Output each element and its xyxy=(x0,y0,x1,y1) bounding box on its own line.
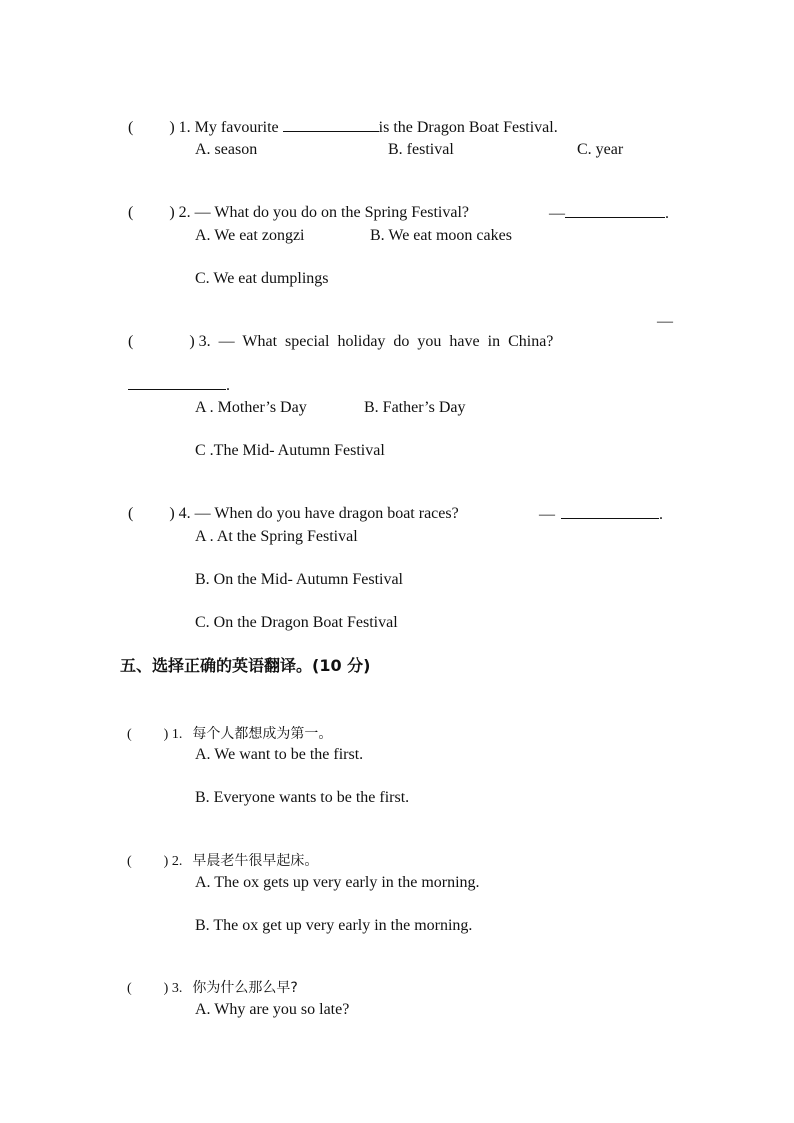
section-heading: 五、选择正确的英语翻译。(10 分) xyxy=(120,656,371,675)
option-a: A . Mother’s Day xyxy=(195,399,307,416)
option-c: C. year xyxy=(577,141,624,158)
dash: — xyxy=(657,313,673,330)
period: . xyxy=(665,205,669,222)
question-5-1 xyxy=(120,704,332,745)
question-number: ) 2. xyxy=(163,854,183,869)
period: . xyxy=(659,506,663,523)
chinese-prompt: 早晨老牛很早起床。 xyxy=(192,853,319,869)
paren-open: ( xyxy=(128,505,134,522)
option-a: A . At the Spring Festival xyxy=(195,528,358,545)
question-text: ) 2. — What do you do on the Spring Festival? xyxy=(169,204,469,221)
question-text-after: is the Dragon Boat Festival. xyxy=(378,119,558,136)
answer-line xyxy=(120,355,230,396)
question-4-2 xyxy=(120,183,469,223)
question-text: ) 4. — When do you have dragon boat races? xyxy=(169,505,459,522)
question-5-3 xyxy=(120,958,298,999)
option-b: B. We eat moon cakes xyxy=(370,227,512,244)
paren-open: ( xyxy=(128,333,134,350)
option-b: B. The ox get up very early in the morning. xyxy=(195,917,473,934)
paren-open: ( xyxy=(127,981,132,996)
option-b: B. festival xyxy=(388,141,454,158)
option-b: B. Father’s Day xyxy=(364,399,466,416)
fill-blank[interactable] xyxy=(128,375,226,390)
question-text: ) 1. My favourite xyxy=(169,119,283,136)
fill-blank[interactable] xyxy=(561,504,659,519)
fill-blank[interactable] xyxy=(565,203,665,218)
question-4-1 xyxy=(120,97,558,138)
answer-line xyxy=(531,484,663,525)
question-4-4 xyxy=(120,484,459,524)
question-text: ) 3. — What special holiday do you have in China? xyxy=(189,333,554,350)
answer-line xyxy=(541,183,669,224)
paren-open: ( xyxy=(127,854,132,869)
dash: — xyxy=(549,205,565,222)
question-number: ) 3. xyxy=(163,981,183,996)
fill-blank[interactable] xyxy=(283,117,379,132)
question-5-2 xyxy=(120,831,318,872)
option-c: C. On the Dragon Boat Festival xyxy=(195,614,398,631)
option-a: A. We eat zongzi xyxy=(195,227,305,244)
paren-open: ( xyxy=(127,727,132,742)
option-b: B. Everyone wants to be the first. xyxy=(195,789,410,806)
option-a: A. season xyxy=(195,141,258,158)
question-4-3 xyxy=(120,312,553,352)
chinese-prompt: 你为什么那么早? xyxy=(192,980,298,996)
period: . xyxy=(226,377,230,394)
dash: — xyxy=(539,506,555,523)
option-c: C .The Mid- Autumn Festival xyxy=(195,442,385,459)
option-a: A. We want to be the first. xyxy=(195,746,364,763)
option-a: A. Why are you so late? xyxy=(195,1001,350,1018)
option-a: A. The ox gets up very early in the morning. xyxy=(195,874,480,891)
chinese-prompt: 每个人都想成为第一。 xyxy=(192,726,333,742)
option-c: C. We eat dumplings xyxy=(195,270,329,287)
question-number: ) 1. xyxy=(163,727,183,742)
option-b: B. On the Mid- Autumn Festival xyxy=(195,571,403,588)
paren-open: ( xyxy=(128,119,134,136)
paren-open: ( xyxy=(128,204,134,221)
